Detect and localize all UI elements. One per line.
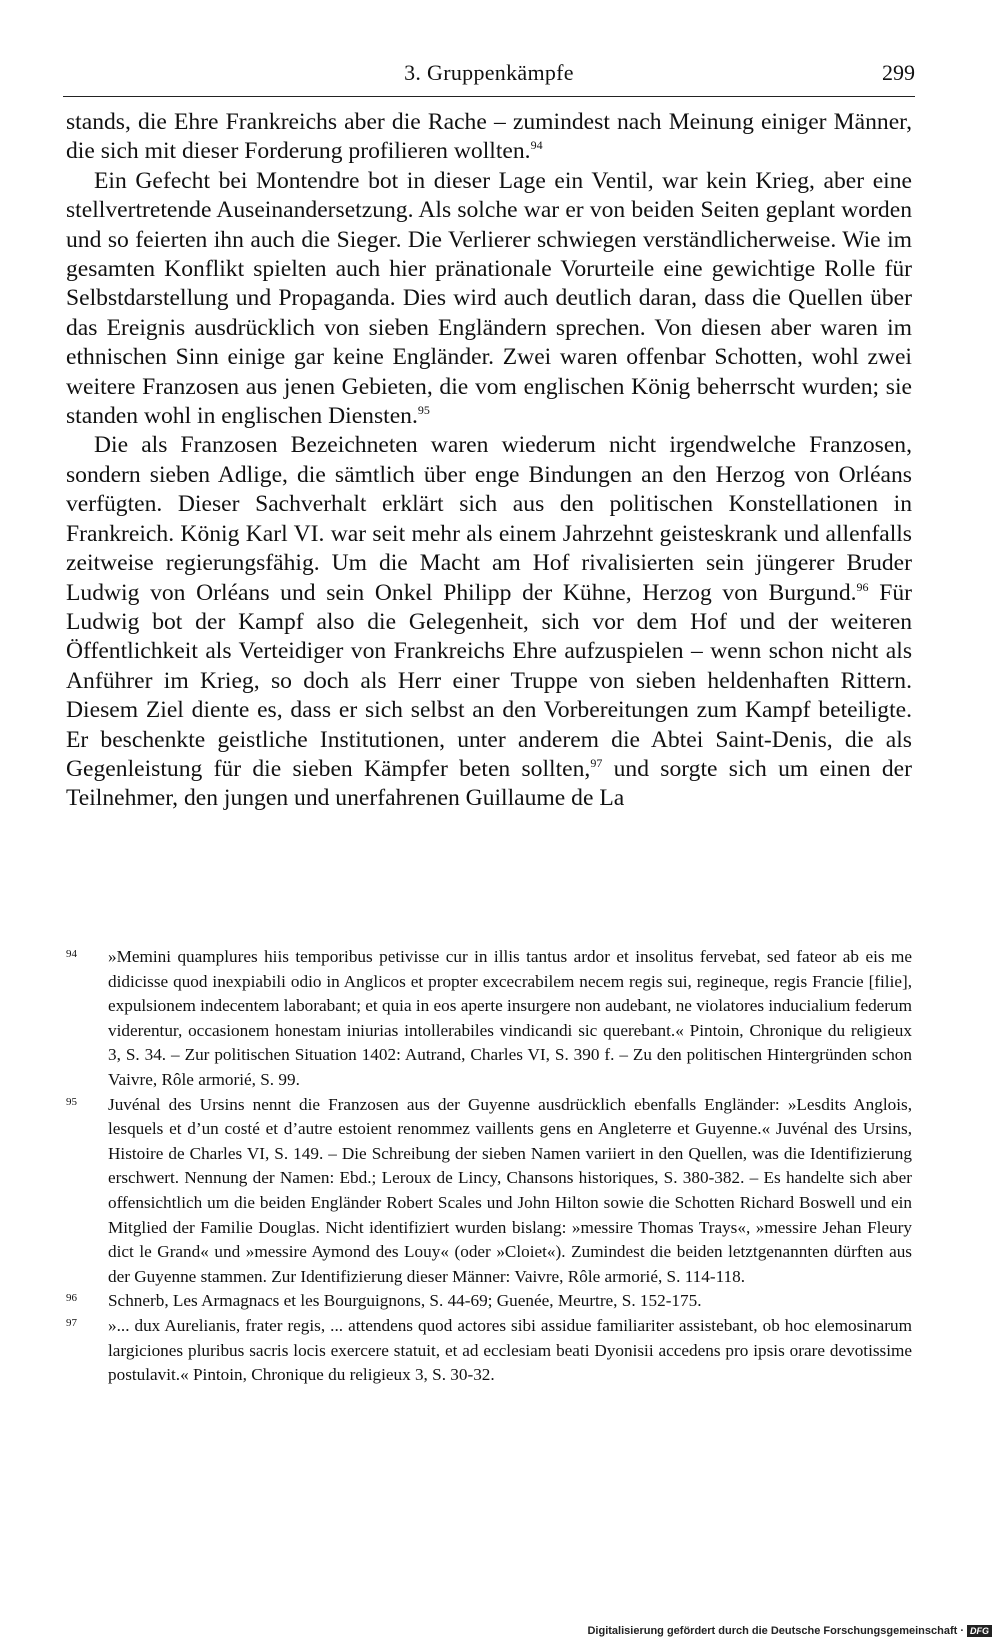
main-text (66, 108, 912, 814)
footnote-ref-94[interactable]: 94 (530, 138, 543, 153)
footnote-97 (66, 1314, 912, 1388)
paragraph-2: Ein Gefecht bei Montendre bot in dieser Lage ein Ventil, war kein Krieg, aber eine stellvertretende Auseinandersetzung. Als solche war er von beiden Seiten geplant worden und so feierten ihn auch die Sieger. Die Verlierer schwiegen verständlicherweise. Wie im gesamten Konflikt spielten auch hier pränationale Vorurteile eine gewichtige Rolle für Selbstdarstellung und Propaganda. Dies wird auch deutlich daran, dass die Quellen über das Ereignis ausdrücklich von sieben Engländern sprechen. Von diesen aber waren im ethnischen Sinn einige gar keine Engländer. Zwei waren offenbar Schotten, wohl zwei weitere Franzosen aus jenen Gebieten, die vom englischen König beherrscht wurden; sie standen wohl in englischen Diensten.$^{95}$ (66, 167, 912, 430)
footnote-number: 94 (66, 948, 77, 960)
footnote-96 (66, 1289, 912, 1314)
digitization-credit (587, 1625, 992, 1637)
footnote-ref-97[interactable]: 97 (590, 755, 603, 770)
paragraph-1: stands, die Ehre Frankreichs aber die Rache – zumindest nach Meinung einiger Männer, die sich mit dieser Forderung profilieren wollten.$^{94}$ (66, 109, 912, 165)
running-head: 3. Gruppenkämpfe (404, 60, 574, 85)
footnote-text: Juvénal des Ursins nennt die Franzosen aus der Guyenne ausdrücklich ebenfalls Engländer: »Lesdits Anglois, lesquels et d’un costé et d’autre estoient renommez vaillents gens en Angleterre et Guyenne.« Juvénal des Ursins, Histoire de Charles VI, S. 149. – Die Schreibung der sieben Namen variiert in den Quellen, was die Identifizierung erschwert. Nennung der Namen: Ebd.; Leroux de Lincy, Chansons historiques, S. 380-382. – Es handelte sich aber offensichtlich um die beiden Engländer Robert Scales und John Hilton sowie die Schotten Richard Boswell und ein Mitglied der Familie Douglas. Nicht identifiziert wurden bislang: »messire Thomas Trays«, »messire Jehan Fleury dict le Grand« und »messire Aymond des Louy« (oder »Cloiet«). Zumindest die beiden letztgenannten dürften aus der Guyenne stammen. Zur Identifizierung dieser Männer: Vaivre, Rôle armorié, S. 114-118. (108, 1094, 912, 1286)
footnote-94 (66, 945, 912, 1093)
footnote-95 (66, 1093, 912, 1290)
paragraph-3: Die als Franzosen Bezeichneten waren wiederum nicht irgendwelche Franzosen, sondern sieben Adlige, die sämtlich über enge Bindungen an den Herzog von Orléans verfügten. Dieser Sachverhalt erklärt sich aus den politischen Konstellationen in Frankreich. König Karl VI. war seit mehr als einem Jahrzehnt geisteskrank und allenfalls zeitweise regierungsfähig. Um die Macht am Hof rivalisierten sein jüngerer Bruder Ludwig von Orléans und sein Onkel Philipp der Kühne, Herzog von Burgund.$^{96}$ Für Ludwig bot der Kampf also die Gelegenheit, sich vor dem Hof und der weiteren Öffentlichkeit als Verteidiger von Frankreichs Ehre aufzuspielen – wenn schon nicht als Anführer im Krieg, so doch als Herr einer Truppe von sieben heldenhaften Rittern. Diesem Ziel diente es, dass er sich selbst an den Vorbereitungen zum Kampf beteiligte. Er beschenkte geistliche Institutionen, unter anderem die Abtei Saint-Denis, die als Gegenleistung für die sieben Kämpfer beten sollten,$^{97}$ und sorgte sich um einen der Teilnehmer, den jungen und unerfahrenen Guillaume de La (66, 432, 912, 812)
footnote-number: 97 (66, 1316, 77, 1329)
footnote-ref-96[interactable]: 96 (856, 579, 869, 594)
footnote-text: Schnerb, Les Armagnacs et les Bourguignons, S. 44-69; Guenée, Meurtre, S. 152-175. (108, 1291, 702, 1311)
footnote-text: »Memini quamplures hiis temporibus petivisse cur in illis tantus ardor et insolitus fervebat, sed fateor ab eis me didicisse quod inexpiabili odio in Anglicos et propter excecrabilem necem regis sui, regineque, regis Francie [filie], expulsionem indecentem laborabant; et quia in eos aperte insurgere non audebant, ne violatores inducialium federum viderentur, occasionem honestam iniurias intollerabiles vindicandi sic querebant.« Pintoin, Chronique du religieux 3, S. 34. – Zur politischen Situation 1402: Autrand, Charles VI, S. 390 f. – Zu den politischen Hintergründen schon Vaivre, Rôle armorié, S. 99. (108, 947, 912, 1089)
credit-text: Digitalisierung gefördert durch die Deutsche Forschungsgemeinschaft · (587, 1625, 964, 1637)
footnotes (66, 945, 912, 1388)
page-header (63, 56, 915, 97)
footnote-ref-95[interactable]: 95 (417, 403, 430, 418)
footnote-text: »... dux Aurelianis, frater regis, ... attendens quod actores sibi assidue familiariter assistebant, ob hoc elemosinarum largiciones pluribus sacris locis exercere statuit, et ad ecclesiam beati Dyonisii accedens pro ipsis orare devotissime postulavit.« Pintoin, Chronique du religieux 3, S. 30-32. (108, 1315, 912, 1385)
footnote-number: 95 (66, 1095, 77, 1108)
page-number: 299 (882, 60, 915, 85)
footnote-number: 96 (66, 1292, 77, 1305)
dfg-logo-icon: DFG (967, 1625, 992, 1637)
